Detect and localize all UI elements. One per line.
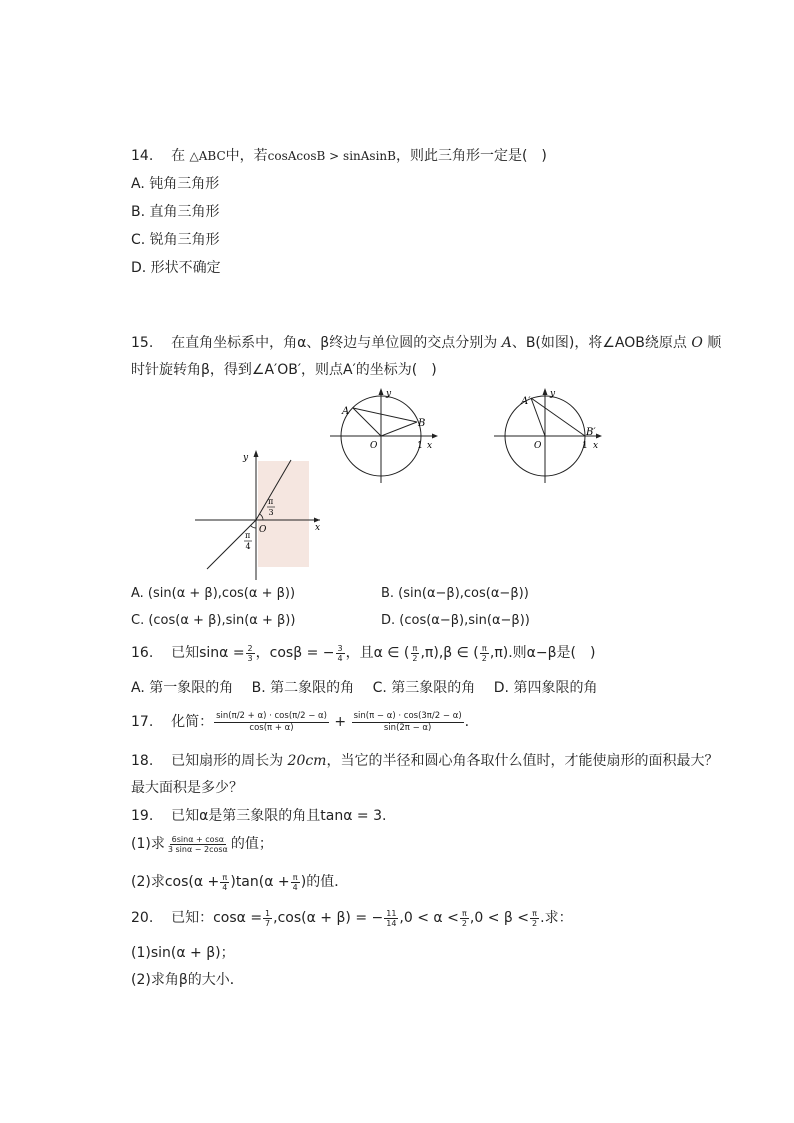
q15-stem-line1: [131, 332, 721, 352]
q17-end: .: [464, 714, 470, 730]
ray-ob: [381, 422, 417, 436]
x-axis-label: x: [427, 441, 433, 451]
q15-text-c: 顺: [707, 335, 722, 351]
label-three: 3: [268, 508, 274, 517]
q14-option-a: A. 钝角三角形: [131, 176, 220, 192]
one-label: 1: [582, 441, 588, 451]
q19-text: 已知α是第三象限的角且tanα = 3.: [171, 808, 387, 824]
label-pi-lower: π: [245, 531, 251, 540]
q15-option-d: D. (cos(α−β),sin(α−β)): [381, 613, 530, 628]
frac-pi-2-d: $\frac{\pi}{2}$: [532, 908, 538, 928]
q14-option-b: B. 直角三角形: [131, 204, 220, 220]
x-axis-label: x: [593, 441, 599, 451]
frac-pi-4-b: $\frac{\pi}{4}$: [292, 872, 298, 892]
q16-text-c: ，且α ∈ (: [345, 645, 410, 661]
q15-option-b: B. (sin(α−β),cos(α−β)): [381, 586, 529, 601]
frac-pi-2-a: $\frac{\pi}{2}$: [412, 643, 418, 663]
q14-condition: cosAcosB > sinAsinB: [267, 149, 396, 163]
y-axis-label: y: [386, 389, 392, 399]
frac-two-thirds: $\frac{2}{3}$: [247, 643, 253, 663]
frac-pi-4-a: $\frac{\pi}{4}$: [222, 872, 228, 892]
q14-option-d: D. 形状不确定: [131, 260, 221, 276]
point-a-prime-label: A′: [521, 396, 531, 407]
q17-label: 化简：: [171, 714, 214, 730]
q17-plus: +: [334, 714, 347, 730]
one-label: 1: [417, 441, 423, 451]
q14-option-c: C. 锐角三角形: [131, 232, 220, 248]
q16-options: A. 第一象限的角 B. 第二象限的角 C. 第三象限的角 D. 第四象限的角: [131, 680, 598, 696]
q15-option-c: C. (cos(α + β),sin(α + β)): [131, 613, 296, 628]
q20-stem: 20. 已知：cosα = $\frac{1}{7}$ ,cos(α + β) = − $\frac{11}{14}$ ,0 < α < $\frac{\pi}{2}$ ,0 < β < $\frac{\pi}{2}$ .求：: [131, 908, 573, 928]
y-axis-arrow: [543, 388, 548, 395]
y-axis-label: y: [550, 389, 556, 399]
q14-text-b: 中，若: [225, 148, 268, 164]
q20-number: 20.: [131, 910, 154, 926]
q17-stem: [131, 704, 469, 740]
frac-eleven-fourteenths: $\frac{11}{14}$: [386, 908, 397, 928]
q15-text-a: 在直角坐标系中，角α、β终边与单位圆的交点分别为: [171, 335, 498, 351]
q14-stem: [131, 145, 547, 165]
origin-label: O: [534, 441, 542, 451]
q16-text-a: 已知sinα =: [171, 645, 245, 661]
ray-oa: [353, 408, 381, 436]
q19-part2: (2)求cos(α + $\frac{\pi}{4}$ )tan(α + $\frac{\pi}{4}$ )的值．: [131, 872, 349, 892]
q15-number: 15.: [131, 335, 154, 351]
point-b-prime-label: B′: [586, 427, 596, 438]
x-axis-arrow: [314, 518, 320, 523]
q16-text-b: ，cosβ = −: [255, 645, 335, 661]
shaded-region: [258, 461, 309, 567]
q16-stem: [131, 638, 595, 668]
q18-number: 18.: [131, 753, 154, 769]
point-a-label: A: [342, 406, 350, 417]
y-axis-arrow: [254, 450, 259, 457]
q18-line2: 最大面积是多少？: [131, 780, 243, 796]
q17-number: 17.: [131, 714, 154, 730]
q19-stem: [131, 805, 386, 825]
q19-fraction: $\frac{6\sin\alpha + \cos\alpha}{3 \sin\alpha - 2\cos\alpha}$: [167, 834, 228, 854]
chord-ab: [353, 408, 417, 422]
point-b-label: B: [418, 418, 426, 429]
frac-pi-2-c: $\frac{\pi}{2}$: [461, 908, 467, 928]
origin-label: O: [370, 441, 378, 451]
q18-perimeter: 20cm: [287, 753, 327, 769]
q14-text-c: ，则此三角形一定是( ): [395, 148, 547, 164]
q17-fraction-2: $\frac{\sin(\pi - \alpha) \cdot \cos(3\pi/2 - \alpha)}{\sin(2\pi - \alpha)}$: [353, 710, 462, 733]
q15-origin: O: [691, 335, 703, 351]
frac-three-quarters: $\frac{3}{4}$: [337, 643, 343, 663]
q15-text-b: 、B(如图)，将∠AOB绕原点: [511, 335, 687, 351]
chord-a-prime-b-prime: [531, 398, 585, 436]
label-four: 4: [245, 542, 251, 551]
ray-oa-prime: [531, 398, 545, 436]
origin-label: O: [259, 525, 267, 535]
q20-part2: (2)求角β的大小．: [131, 972, 244, 988]
q16-text-d: ,π),β ∈ (: [420, 645, 479, 661]
unit-circle-rotated-figure: [492, 385, 604, 485]
q17-fraction-1: $\frac{\sin(\pi/2 + \alpha) \cdot \cos(\pi/2 - \alpha)}{\cos(\pi + \alpha)}$: [216, 710, 327, 733]
q20-part1: (1)sin(α + β)；: [131, 945, 235, 961]
q18-text-b: ，当它的半径和圆心角各取什么值时，才能使扇形的面积最大？: [326, 753, 719, 769]
q14-triangle: △ABC: [189, 149, 226, 163]
q19-number: 19.: [131, 808, 154, 824]
unit-circle-ab-figure: [328, 385, 440, 485]
q18-line1: [131, 750, 718, 770]
y-axis-arrow: [379, 388, 384, 395]
q18-text-a: 已知扇形的周长为: [171, 753, 284, 769]
q14-text-a: 在: [171, 148, 186, 164]
q16-text-e: ,π).则α−β是( ): [489, 645, 596, 661]
y-axis-label: y: [243, 453, 249, 463]
x-axis-arrow: [596, 434, 602, 439]
angle-region-figure: [195, 448, 330, 584]
q15-point-a: A: [501, 335, 512, 351]
q16-number: 16.: [131, 645, 154, 661]
q15-option-a: A. (sin(α + β),cos(α + β)): [131, 586, 296, 601]
q14-number: 14.: [131, 148, 154, 164]
frac-pi-2-b: $\frac{\pi}{2}$: [481, 643, 487, 663]
q19-part1: (1)求 $\frac{6\sin\alpha + \cos\alpha}{3 \sin\alpha - 2\cos\alpha}$ 的值；: [131, 834, 273, 854]
q15-stem-line2: 时针旋转角β，得到∠A′OB′，则点A′的坐标为( ): [131, 362, 437, 378]
angle-arc-lower: [251, 526, 257, 529]
frac-one-seventh: $\frac{1}{7}$: [265, 908, 271, 928]
x-axis-arrow: [432, 434, 438, 439]
x-axis-label: x: [315, 523, 321, 533]
label-pi-upper: π: [268, 497, 274, 506]
